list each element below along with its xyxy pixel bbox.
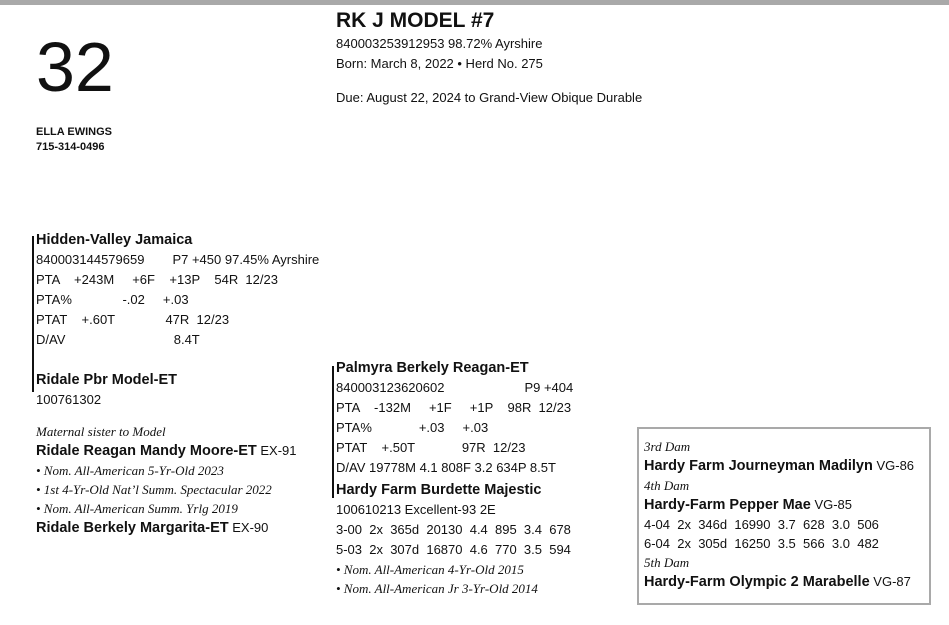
top-rule [0, 0, 949, 5]
sister1-name: Ridale Reagan Mandy Moore-ET [36, 443, 257, 459]
sire-pta: PTA +243M +6F +13P 54R 12/23 [36, 272, 278, 287]
consignor-phone: 715-314-0496 [36, 141, 105, 153]
fourth-dam-label: 4th Dam [644, 478, 690, 493]
mgd-name: Hardy Farm Burdette Majestic [336, 482, 542, 498]
dam-name: Ridale Pbr Model-ET [36, 372, 177, 388]
mgs-name: Palmyra Berkely Reagan-ET [336, 360, 529, 376]
animal-born-line: Born: March 8, 2022 • Herd No. 275 [336, 56, 543, 71]
third-dam-label: 3rd Dam [644, 439, 691, 454]
dam-block [36, 370, 297, 538]
mgd-honor: • Nom. All-American 4-Yr-Old 2015 [336, 562, 524, 577]
sire-dav: D/AV 8.4T [36, 332, 200, 347]
mgs-pta-pct: PTA% +.03 +.03 [336, 420, 489, 435]
mgs-dav: D/AV 19778M 4.1 808F 3.2 634P 8.5T [336, 460, 556, 475]
honor-item: • 1st 4-Yr-Old Nat’l Summ. Spectacular 2022 [36, 482, 272, 497]
lot-number: 32 [36, 28, 114, 106]
fourth-dam-name: Hardy-Farm Pepper Mae [644, 497, 811, 513]
sire-id: 840003144579659 [36, 252, 145, 267]
animal-name: RK J MODEL #7 [336, 9, 495, 32]
mgd-honor: • Nom. All-American Jr 3-Yr-Old 2014 [336, 581, 538, 596]
mgd-classification: 100610213 Excellent-93 2E [336, 502, 496, 517]
mgs-id-line [336, 378, 573, 398]
honor-item: • Nom. All-American 5-Yr-Old 2023 [36, 463, 224, 478]
fourth-dam-score: VG-85 [814, 497, 853, 512]
dam-id: 100761302 [36, 392, 102, 407]
sire-pta-pct: PTA% -.02 +.03 [36, 292, 189, 307]
third-dam-score: VG-86 [876, 458, 915, 473]
pedigree-bracket-maternal [332, 366, 334, 498]
mgs-pta: PTA -132M +1F +1P 98R 12/23 [336, 400, 572, 415]
sire-p7: P7 +450 97.45% Ayrshire [172, 252, 320, 267]
sire-block [36, 230, 319, 350]
consignor-name: ELLA EWINGS [36, 126, 112, 138]
fifth-dam-name: Hardy-Farm Olympic 2 Marabelle [644, 574, 870, 590]
mgs-id: 840003123620602 [336, 380, 445, 395]
mgd-record: 3-00 2x 365d 20130 4.4 895 3.4 678 [336, 522, 571, 537]
ancestor-box [637, 427, 931, 605]
honor-item: • Nom. All-American Summ. Yrlg 2019 [36, 501, 238, 516]
pedigree-bracket-sire [32, 236, 34, 392]
animal-due-line: Due: August 22, 2024 to Grand-View Obique Durable [336, 90, 643, 105]
mgd-record: 5-03 2x 307d 16870 4.6 770 3.5 594 [336, 542, 571, 557]
maternal-granddam-block [336, 480, 571, 598]
fifth-dam-label: 5th Dam [644, 555, 690, 570]
dam-note: Maternal sister to Model [36, 424, 166, 439]
sire-name: Hidden-Valley Jamaica [36, 232, 193, 248]
maternal-grandsire-block [336, 358, 573, 478]
fifth-dam-score: VG-87 [873, 574, 911, 589]
animal-header [336, 8, 642, 108]
third-dam-name: Hardy Farm Journeyman Madilyn [644, 458, 873, 474]
sister2-score: EX-90 [232, 520, 269, 535]
fourth-dam-record: 6-04 2x 305d 16250 3.5 566 3.0 482 [644, 536, 879, 551]
animal-id-line: 840003253912953 98.72% Ayrshire [336, 36, 543, 51]
mgs-p9: P9 +404 [524, 380, 574, 395]
sire-id-line [36, 250, 319, 270]
sister1-score: EX-91 [260, 443, 297, 458]
consignor-block [36, 125, 112, 155]
fourth-dam-record: 4-04 2x 346d 16990 3.7 628 3.0 506 [644, 517, 879, 532]
sire-ptat: PTAT +.60T 47R 12/23 [36, 312, 230, 327]
sister2-name: Ridale Berkely Margarita-ET [36, 520, 229, 536]
mgs-ptat: PTAT +.50T 97R 12/23 [336, 440, 526, 455]
